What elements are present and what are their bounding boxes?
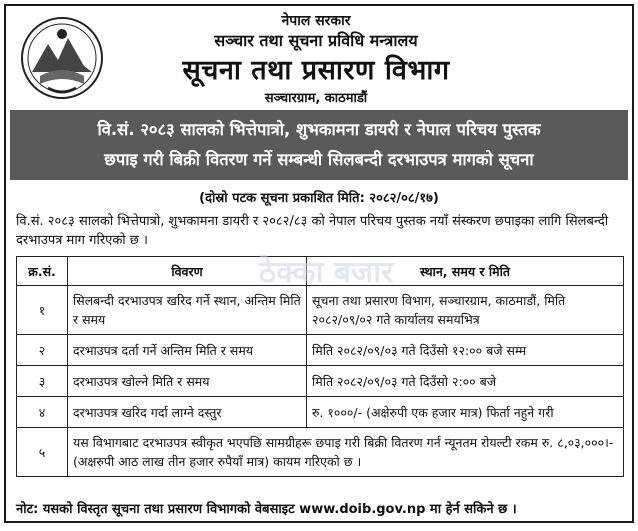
row-serial: ४	[17, 397, 68, 428]
department-name: सूचना तथा प्रसारण विभाग	[182, 55, 450, 86]
table-row	[17, 286, 624, 335]
banner-line-2: छपाइ गरी बिक्री वितरण गर्ने सम्बन्धी सिलबन्दी दरभाउपत्र मागको सूचना	[104, 150, 534, 169]
header-place-time-date: स्थान, समय र मिति	[307, 257, 624, 286]
table-header-row	[17, 257, 624, 286]
header-serial: क्र.सं.	[17, 257, 68, 286]
row-description: सिलबन्दी दरभाउपत्र खरिद गर्ने स्थान, अन्तिम मिति र समय	[68, 286, 307, 335]
table-row	[17, 428, 624, 477]
header-description: विवरण	[68, 257, 307, 286]
row-detail: सूचना तथा प्रसारण विभाग, सञ्चारग्राम, काठमाडौं, मिति २०८२/०९/०२ गते कार्यालय समयभित्र	[307, 286, 624, 335]
intro-paragraph: वि.सं. २०८३ सालको भित्तेपात्रो, शुभकामना डायरी र २०८२/८३ को नेपाल परिचय पुस्तक नयाँ संस्करण छपाइका लागि सिलबन्दी दरभाउपत्र माग गरिएको छ ।	[16, 214, 609, 248]
row-detail: मिति २०८२/०९/०३ गते दिउँसो २:०० बजे	[307, 366, 624, 397]
publication-date: (दोस्रो पटक सूचना प्रकाशित मिति: २०८२/०८/१७)	[199, 191, 439, 206]
row-detail: रु. १०००/- (अक्षेरुपी एक हजार मात्र) फिर्ता नहुने गरी	[307, 397, 624, 428]
banner-line-1: वि.सं. २०८३ सालको भित्तेपात्रो, शुभकामना डायरी र नेपाल परिचय पुस्तक	[97, 120, 541, 139]
nepal-emblem-icon	[18, 14, 106, 102]
office-location: सञ्चारग्राम, काठमाडौं	[264, 91, 368, 106]
royalty-detail: यस विभागबाट दरभाउपत्र स्वीकृत भएपछि सामग्रीहरू छपाइ गरी बिक्री वितरण गर्न न्यूनतम रोयल्टी रकम रु. ८,०३,०००।- (अक्षरुपी आठ लाख तीन हजार रुपैयाँ मात्र) कायम गरिएको छ ।	[68, 428, 624, 477]
notice-title-banner	[10, 110, 628, 180]
row-description: दरभाउपत्र दर्ता गर्ने अन्तिम मिति र समय	[68, 335, 307, 366]
row-serial: ५	[17, 428, 68, 477]
bid-details-table	[16, 256, 624, 477]
row-description: दरभाउपत्र खरिद गर्दा लाग्ने दस्तुर	[68, 397, 307, 428]
table-row	[17, 335, 624, 366]
table-row	[17, 397, 624, 428]
ministry-name: सञ्चार तथा सूचना प्रविधि मन्त्रालय	[214, 31, 418, 50]
row-serial: १	[17, 286, 68, 335]
header	[116, 12, 516, 108]
row-serial: २	[17, 335, 68, 366]
watermark-logo: ठेक्का बजार	[258, 255, 394, 290]
footer-note: नोट: यसको विस्तृत सूचना तथा प्रसारण विभागको वेबसाइट www.doib.gov.np मा हेर्न सकिने छ ।	[16, 502, 517, 517]
notice-page	[4, 4, 634, 523]
row-serial: ३	[17, 366, 68, 397]
government-name: नेपाल सरकार	[281, 13, 351, 29]
row-description: दरभाउपत्र खोल्ने मिति र समय	[68, 366, 307, 397]
table-row	[17, 366, 624, 397]
row-detail: मिति २०८२/०९/०३ गते दिउँसो १२:०० बजे सम्म	[307, 335, 624, 366]
